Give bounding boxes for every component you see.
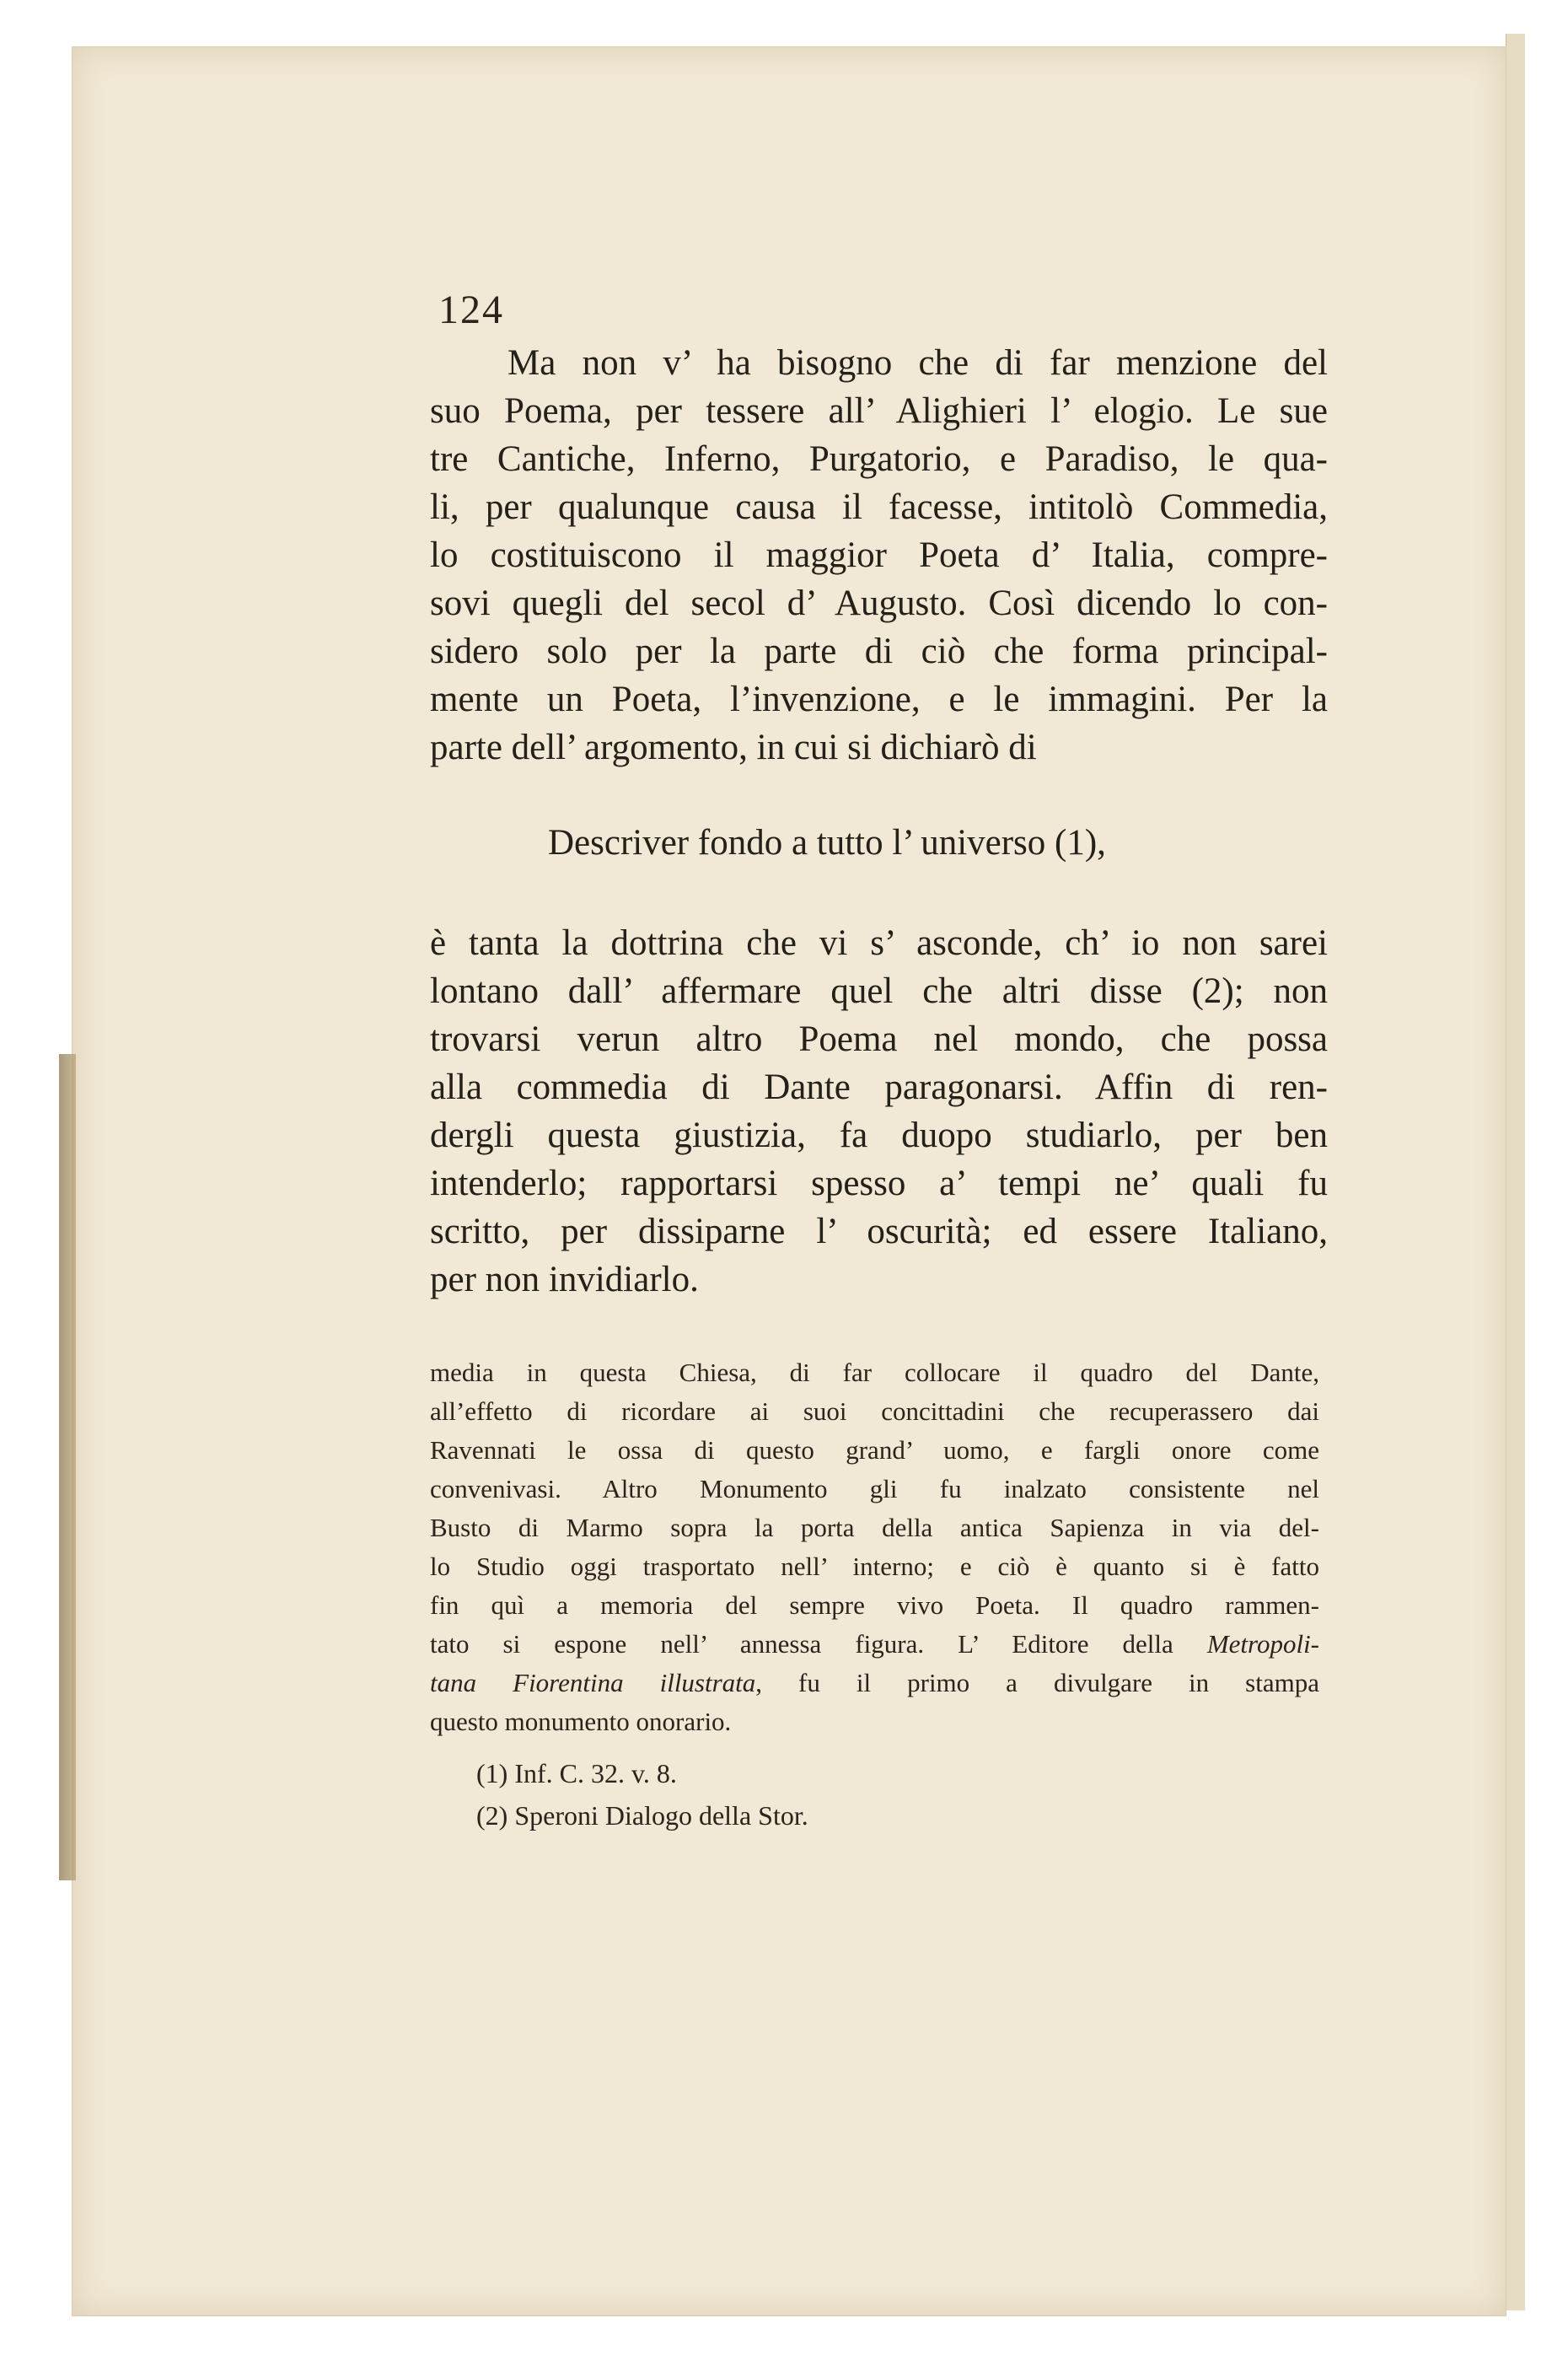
text-line: intenderlo; rapportarsi spesso a’ tempi ne’ quali fu	[430, 1164, 1328, 1203]
footnote-text: , fu il primo a divulgare in stampa	[755, 1668, 1319, 1697]
verse-quote: Descriver fondo a tutto l’ universo (1),	[548, 823, 1106, 863]
footnote-text: tato si espone nell’ annessa figura. L’ Editore della	[430, 1629, 1173, 1659]
text-line: sovi quegli del secol d’ Augusto. Così dicendo lo con-	[430, 584, 1328, 623]
footnote-line: lo Studio oggi trasportato nell’ interno; e ciò è quanto si è fatto	[430, 1552, 1319, 1581]
text-line: sidero solo per la parte di ciò che forma principal-	[430, 632, 1328, 671]
text-line: scritto, per dissiparne l’ oscurità; ed essere Italiano,	[430, 1212, 1328, 1251]
text-line: lontano dall’ affermare quel che altri disse (2); non	[430, 971, 1328, 1011]
footnote-line: Busto di Marmo sopra la porta della antica Sapienza in via del-	[430, 1513, 1319, 1542]
page-number: 124	[438, 288, 504, 332]
paragraph-2	[430, 919, 1328, 1304]
text-line: è tanta la dottrina che vi s’ asconde, ch’ io non sarei	[430, 923, 1328, 963]
footnote-line: convenivasi. Altro Monumento gli fu inalzato consistente nel	[430, 1474, 1319, 1503]
note-1: (1) Inf. C. 32. v. 8.	[476, 1758, 677, 1788]
footnote-line	[430, 1625, 1319, 1664]
footnote-line: Ravennati le ossa di questo grand’ uomo, e fargli onore come	[430, 1435, 1319, 1465]
adjacent-leaf-edge	[1506, 34, 1525, 2310]
text-line: alla commedia di Dante paragonarsi. Affin di ren-	[430, 1068, 1328, 1107]
text-line: Ma non v’ ha bisogno che di far menzione del	[507, 343, 1328, 383]
note-2: (2) Speroni Dialogo della Stor.	[476, 1800, 808, 1831]
footnote-line: media in questa Chiesa, di far collocare il quadro del Dante,	[430, 1358, 1319, 1387]
footnote-line: all’effetto di ricordare ai suoi concittadini che recuperassero dai	[430, 1396, 1319, 1426]
paragraph-1	[430, 339, 1328, 772]
text-line: lo costituiscono il maggior Poeta d’ Italia, compre-	[430, 535, 1328, 575]
binding-stain	[59, 1054, 76, 1880]
text-line: per non invidiarlo.	[430, 1260, 699, 1299]
text-line: parte dell’ argomento, in cui si dichiarò di	[430, 728, 1037, 767]
footnote-line	[430, 1664, 1319, 1702]
footnote-title-italic: tana Fiorentina illustrata	[430, 1668, 756, 1697]
footnote-continuation	[430, 1353, 1319, 1741]
footnote-title-italic: Metropoli-	[1206, 1629, 1320, 1659]
text-line: dergli questa giustizia, fa duopo studiarlo, per ben	[430, 1116, 1328, 1155]
text-line: mente un Poeta, l’invenzione, e le immagini. Per la	[430, 680, 1328, 719]
text-line: li, per qualunque causa il facesse, intitolò Commedia,	[430, 487, 1328, 527]
text-line: tre Cantiche, Inferno, Purgatorio, e Paradiso, le qua-	[430, 439, 1328, 479]
text-line: trovarsi verun altro Poema nel mondo, che possa	[430, 1019, 1328, 1059]
notes-list	[476, 1752, 1066, 1837]
footnote-line: fin quì a memoria del sempre vivo Poeta. Il quadro rammen-	[430, 1590, 1319, 1620]
footnote-line: questo monumento onorario.	[430, 1707, 732, 1736]
text-line: suo Poema, per tessere all’ Alighieri l’ elogio. Le sue	[430, 391, 1328, 431]
